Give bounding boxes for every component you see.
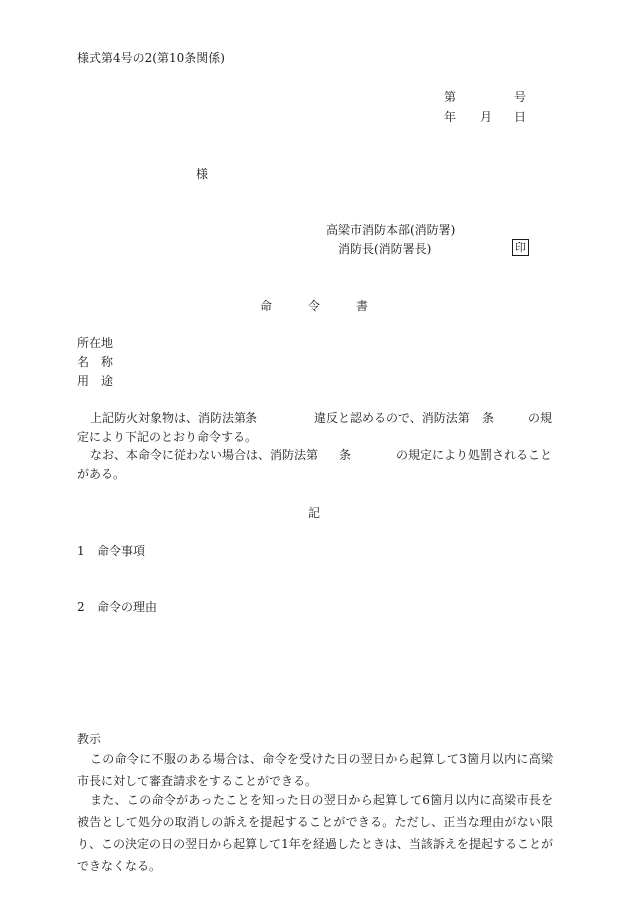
date-month: 月 bbox=[480, 110, 493, 124]
date-day: 日 bbox=[514, 110, 527, 124]
seal-stamp: 印 bbox=[512, 239, 529, 256]
addressee-suffix: 様 bbox=[196, 167, 209, 181]
form-code: 様式第4号の2(第10条関係) bbox=[77, 51, 225, 65]
issuer-organization: 高梁市消防本部(消防署) bbox=[326, 223, 456, 237]
issuer-title: 消防長(消防署長) bbox=[338, 242, 432, 256]
section-2-number: 2 bbox=[77, 600, 85, 614]
field-location-label: 所在地 bbox=[77, 336, 114, 350]
doc-number-dai: 第 bbox=[444, 90, 457, 104]
ki-marker: 記 bbox=[308, 506, 321, 520]
body-line3-a: なお、本命令に従わない場合は、消防法第 bbox=[90, 448, 319, 462]
title-char-2: 令 bbox=[308, 299, 321, 313]
body-line2: 定により下記のとおり命令する。 bbox=[77, 430, 258, 444]
title-char-3: 書 bbox=[356, 299, 369, 313]
body-line1-a: 上記防火対象物は、消防法第 bbox=[90, 411, 247, 425]
section-1-label: 命令事項 bbox=[97, 544, 146, 558]
instruction-heading: 教示 bbox=[77, 732, 102, 746]
instruction-para-1: この命令に不服のある場合は、命令を受けた日の翌日から起算して3箇月以内に高梁市長に対して審査請求をすることができる。 bbox=[77, 752, 553, 788]
field-name-label-2: 称 bbox=[101, 355, 114, 369]
field-name-label-1: 名 bbox=[77, 355, 90, 369]
body-line1-d: 条 bbox=[482, 411, 495, 425]
body-line3-b: 条 bbox=[339, 448, 352, 462]
instruction-para-2: また、この命令があったことを知った日の翌日から起算して6箇月以内に高梁市長を被告として処分の取消しの訴えを提起することができる。ただし、正当な理由がない限り、この決定の日の翌日から起算して1年を経過したときは、当該訴えを提起することができなくなる。 bbox=[77, 793, 553, 873]
body-line3-c: の規定により処罰されること bbox=[396, 448, 553, 462]
doc-number-go: 号 bbox=[514, 90, 527, 104]
field-use-label-2: 途 bbox=[101, 374, 114, 388]
field-use-label-1: 用 bbox=[77, 374, 90, 388]
body-line4: がある。 bbox=[77, 467, 126, 481]
section-1-number: 1 bbox=[77, 544, 85, 558]
body-line1-b: 条 bbox=[245, 411, 258, 425]
body-line1-c: 違反と認めるので、消防法第 bbox=[314, 411, 470, 425]
title-char-1: 命 bbox=[260, 299, 273, 313]
date-year: 年 bbox=[444, 110, 457, 124]
body-line1-e: の規 bbox=[528, 411, 553, 425]
section-2-label: 命令の理由 bbox=[97, 600, 158, 614]
